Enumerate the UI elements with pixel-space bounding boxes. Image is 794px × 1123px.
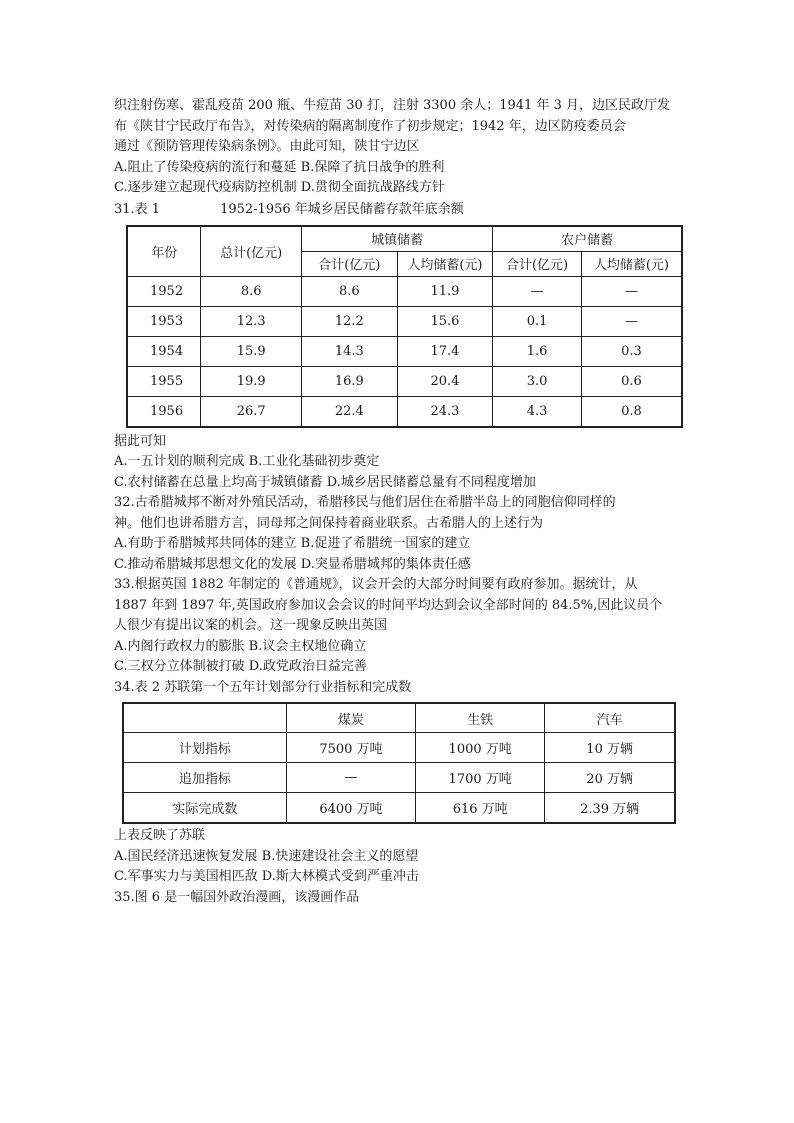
cell-rural-sum: 4.3 [493, 396, 582, 427]
cell-coal: 7500 万吨 [286, 733, 415, 763]
cell-urban-percap: 24.3 [397, 396, 493, 427]
q32-options-ab: A.有助于希腊城邦共同体的建立 B.促进了希腊统一国家的建立 [114, 536, 471, 551]
row-label: 计划指标 [123, 733, 286, 763]
cell-rural-percap: 0.3 [581, 336, 682, 366]
header-urban-percap: 人均储蓄(元) [397, 251, 493, 276]
cell-total: 26.7 [201, 396, 302, 427]
q32-stem-line-1: 32.古希腊城邦不断对外殖民活动，希腊移民与他们居住在希腊半岛上的同胞信仰同样的 [114, 495, 616, 510]
q31-options-ab: A.一五计划的顺利完成 B.工业化基础初步奠定 [114, 454, 380, 469]
cell-total: 12.3 [201, 306, 302, 336]
q32-options-cd: C.推动希腊城邦思想文化的发展 D.突显希腊城邦的集体责任感 [114, 556, 471, 572]
table-row [127, 336, 682, 366]
q30-stem-line-1: 织注射伤寒、霍乱疫苗 200 瓶、牛痘苗 30 打，注射 3300 余人；1941 年 3 月，边区民政厅发 [114, 98, 670, 113]
q31-number: 31.表 1 [114, 201, 161, 217]
cell-year: 1952 [127, 276, 201, 306]
cell-rural-sum: — [493, 276, 582, 306]
q30-stem-line-2: 布《陕甘宁民政厅布告》，对传染病的隔离制度作了初步规定；1942 年，边区防疫委员会 [114, 118, 626, 134]
cell-rural-percap: 0.8 [581, 396, 682, 427]
cell-rural-percap: 0.6 [581, 366, 682, 396]
cell-rural-sum: 1.6 [493, 336, 582, 366]
table-row [127, 366, 682, 396]
cell-pig-iron: 1000 万吨 [416, 733, 545, 763]
cell-cars: 20 万辆 [545, 763, 675, 793]
cell-urban-sum: 14.3 [302, 336, 398, 366]
table-row [123, 733, 675, 763]
cell-year: 1955 [127, 366, 201, 396]
cell-total: 8.6 [201, 276, 302, 306]
table-row [127, 396, 682, 427]
cell-urban-sum: 22.4 [302, 396, 398, 427]
question-34 [114, 678, 682, 888]
header-rural: 农户储蓄 [493, 226, 682, 252]
cell-cars: 10 万辆 [545, 733, 675, 763]
cell-year: 1953 [127, 306, 201, 336]
q32-stem-line-2: 神。他们也讲希腊方言，同母邦之间保持着商业联系。古希腊人的上述行为 [114, 515, 544, 531]
cell-urban-percap: 20.4 [397, 366, 493, 396]
q31-stem: 据此可知 [114, 433, 167, 449]
q30-options-ab: A.阻止了传染疫病的流行和蔓延 B.保障了抗日战争的胜利 [114, 159, 445, 175]
row-label: 追加指标 [123, 763, 286, 793]
q33-stem-line-2: 1887 年到 1897 年,英国政府参加议会会议的时间平均达到会议全部时间的 84.5%,因此议员个 [114, 597, 663, 613]
q33-options-cd: C.三权分立体制被打破 D.政党政治日益完善 [114, 659, 367, 674]
cell-rural-percap: — [581, 276, 682, 306]
q33-stem-line-1: 33.根据英国 1882 年制定的《普通规》，议会开会的大部分时间要有政府参加。据统计，从 [114, 577, 638, 592]
header-pig-iron: 生铁 [416, 703, 545, 733]
header-urban-sum: 合计(亿元) [302, 251, 398, 276]
cell-total: 15.9 [201, 336, 302, 366]
question-35 [114, 888, 682, 909]
header-cars: 汽车 [545, 703, 675, 733]
q31-table-caption [114, 199, 682, 221]
q30-options-cd: C.逐步建立起现代疫病防控机制 D.贯彻全面抗战路线方针 [114, 180, 445, 195]
table-row [127, 306, 682, 336]
q34-table-caption: 34.表 2 苏联第一个五年计划部分行业指标和完成数 [114, 679, 412, 695]
header-urban: 城镇储蓄 [302, 226, 493, 252]
cell-urban-percap: 11.9 [397, 276, 493, 306]
q31-table-title: 1952-1956 年城乡居民储蓄存款年底余额 [220, 201, 464, 217]
q34-options-cd: C.军事实力与美国相匹敌 D.斯大林模式受到严重冲击 [114, 869, 419, 884]
cell-year: 1956 [127, 396, 201, 427]
cell-pig-iron: 1700 万吨 [416, 763, 545, 793]
question-32 [114, 493, 682, 575]
q34-plan-table [122, 702, 676, 824]
header-rural-sum: 合计(亿元) [493, 251, 582, 276]
cell-rural-sum: 0.1 [493, 306, 582, 336]
cell-rural-percap: — [581, 306, 682, 336]
q30-stem-line-3: 通过《预防管理传染病条例》。由此可知，陕甘宁边区 [114, 139, 420, 154]
cell-coal: 6400 万吨 [286, 793, 415, 824]
row-label: 实际完成数 [123, 793, 286, 824]
question-33 [114, 575, 682, 678]
cell-urban-percap: 17.4 [397, 336, 493, 366]
header-coal: 煤炭 [286, 703, 415, 733]
cell-urban-percap: 15.6 [397, 306, 493, 336]
table-row [123, 793, 675, 824]
table-row [127, 276, 682, 306]
q31-options-cd: C.农村储蓄在总量上均高于城镇储蓄 D.城乡居民储蓄总量有不同程度增加 [114, 474, 536, 490]
cell-urban-sum: 12.2 [302, 306, 398, 336]
cell-year: 1954 [127, 336, 201, 366]
table-row [123, 763, 675, 793]
q35-stem: 35.图 6 是一幅国外政治漫画，该漫画作品 [114, 889, 360, 905]
q33-stem-line-3: 人很少有提出议案的机会。这一现象反映出英国 [114, 618, 388, 633]
q34-stem: 上表反映了苏联 [114, 828, 206, 843]
header-total: 总计(亿元) [201, 226, 302, 277]
cell-pig-iron: 616 万吨 [416, 793, 545, 824]
q31-header-row-1 [127, 226, 682, 252]
cell-total: 19.9 [201, 366, 302, 396]
q34-header-row [123, 703, 675, 733]
header-year: 年份 [127, 226, 201, 277]
question-31 [114, 199, 682, 494]
cell-coal: — [286, 763, 415, 793]
cell-cars: 2.39 万辆 [545, 793, 675, 824]
cell-urban-sum: 16.9 [302, 366, 398, 396]
header-blank [123, 703, 286, 733]
q31-savings-table [126, 225, 683, 428]
q33-options-ab: A.内阁行政权力的膨胀 B.议会主权地位确立 [114, 638, 367, 654]
cell-urban-sum: 8.6 [302, 276, 398, 306]
question-30 [114, 96, 682, 199]
header-rural-percap: 人均储蓄(元) [581, 251, 682, 276]
exam-page [114, 96, 682, 908]
cell-rural-sum: 3.0 [493, 366, 582, 396]
q34-options-ab: A.国民经济迅速恢复发展 B.快速建设社会主义的愿望 [114, 848, 419, 864]
